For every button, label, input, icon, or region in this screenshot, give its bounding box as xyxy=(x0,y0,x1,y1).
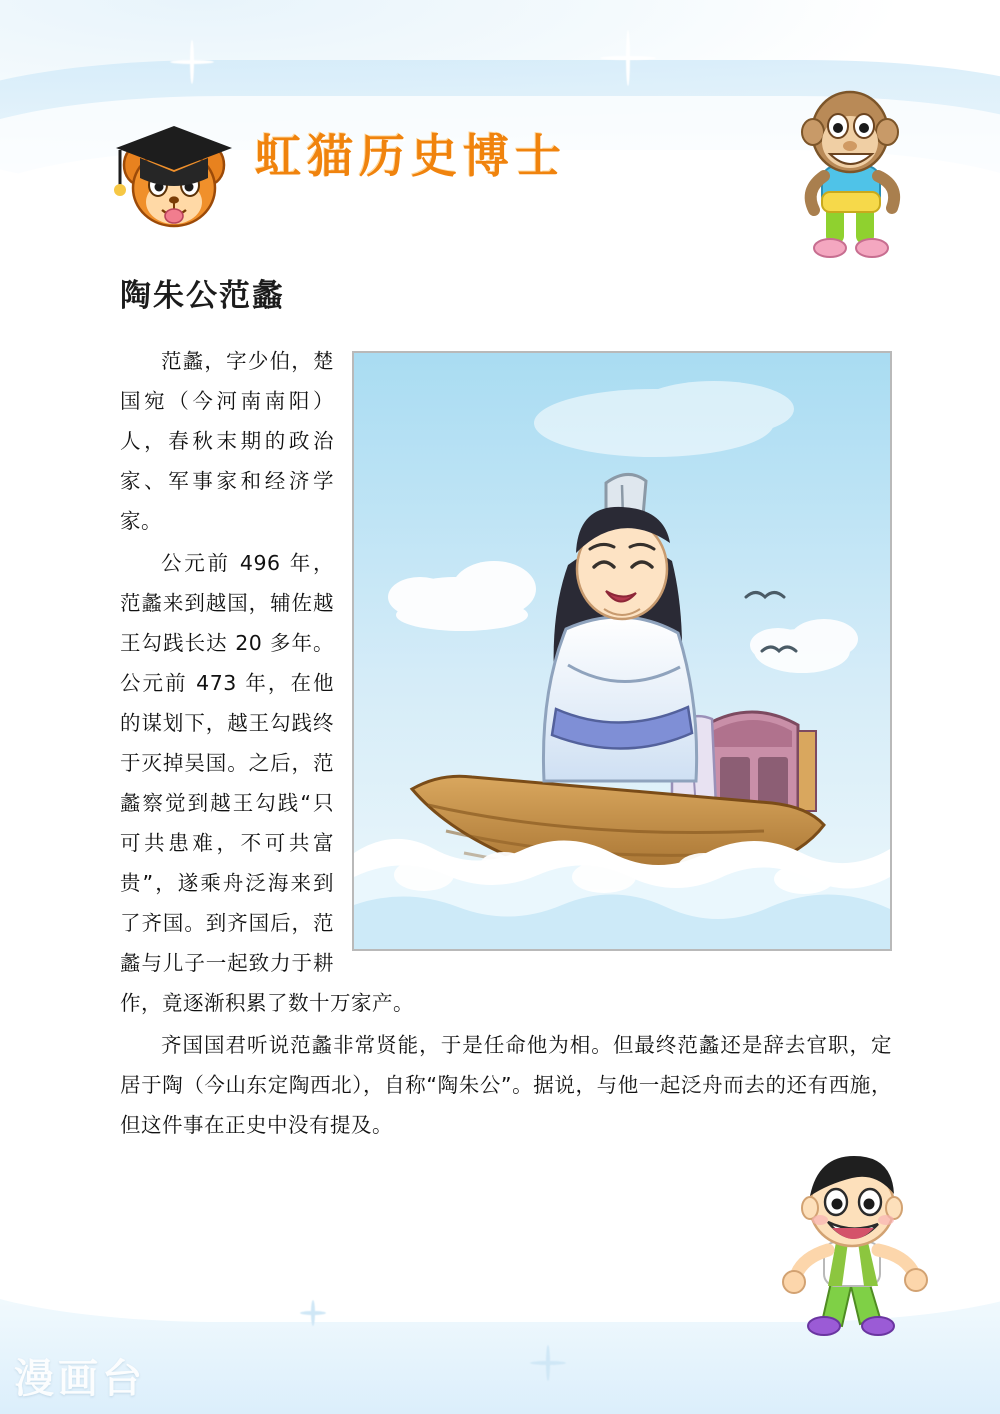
page-header xyxy=(90,90,910,240)
paragraph-2: 公元前 496 年，范蠡来到越国，辅佐越王勾践长达 20 多年。公元前 473 年，在他的谋划下，越王勾践终于灭掉吴国。之后，范蠡察觉到越王勾践“只可共患难，不可共富贵”，遂乘舟泛海来到了齐国。到齐国后，范蠡与儿子一起致力于耕作，竟逐渐积累了数十万家产。 xyxy=(120,551,414,1015)
illustration-boat-scene xyxy=(352,351,892,951)
boat-cabin xyxy=(706,712,816,811)
section-title: 陶朱公范蠡 xyxy=(120,278,285,314)
article-body xyxy=(120,270,892,1147)
watermark: 漫画台 xyxy=(14,1356,146,1402)
paragraph-1: 范蠡，字少伯，楚国宛（今河南南阳）人，春秋末期的政治家、军事家和经济学家。 xyxy=(120,349,334,533)
cat-professor-icon xyxy=(100,90,250,240)
page-title: 虹猫历史博士 xyxy=(255,129,567,183)
paragraph-3: 齐国国君听说范蠡非常贤能，于是任命他为相。但最终范蠡还是辞去官职，定居于陶（今山东定陶西北），自称“陶朱公”。据说，与他一起泛舟而去的还有西施，但这件事在正史中没有提及。 xyxy=(120,1033,892,1137)
boy-character-icon xyxy=(780,1150,930,1344)
